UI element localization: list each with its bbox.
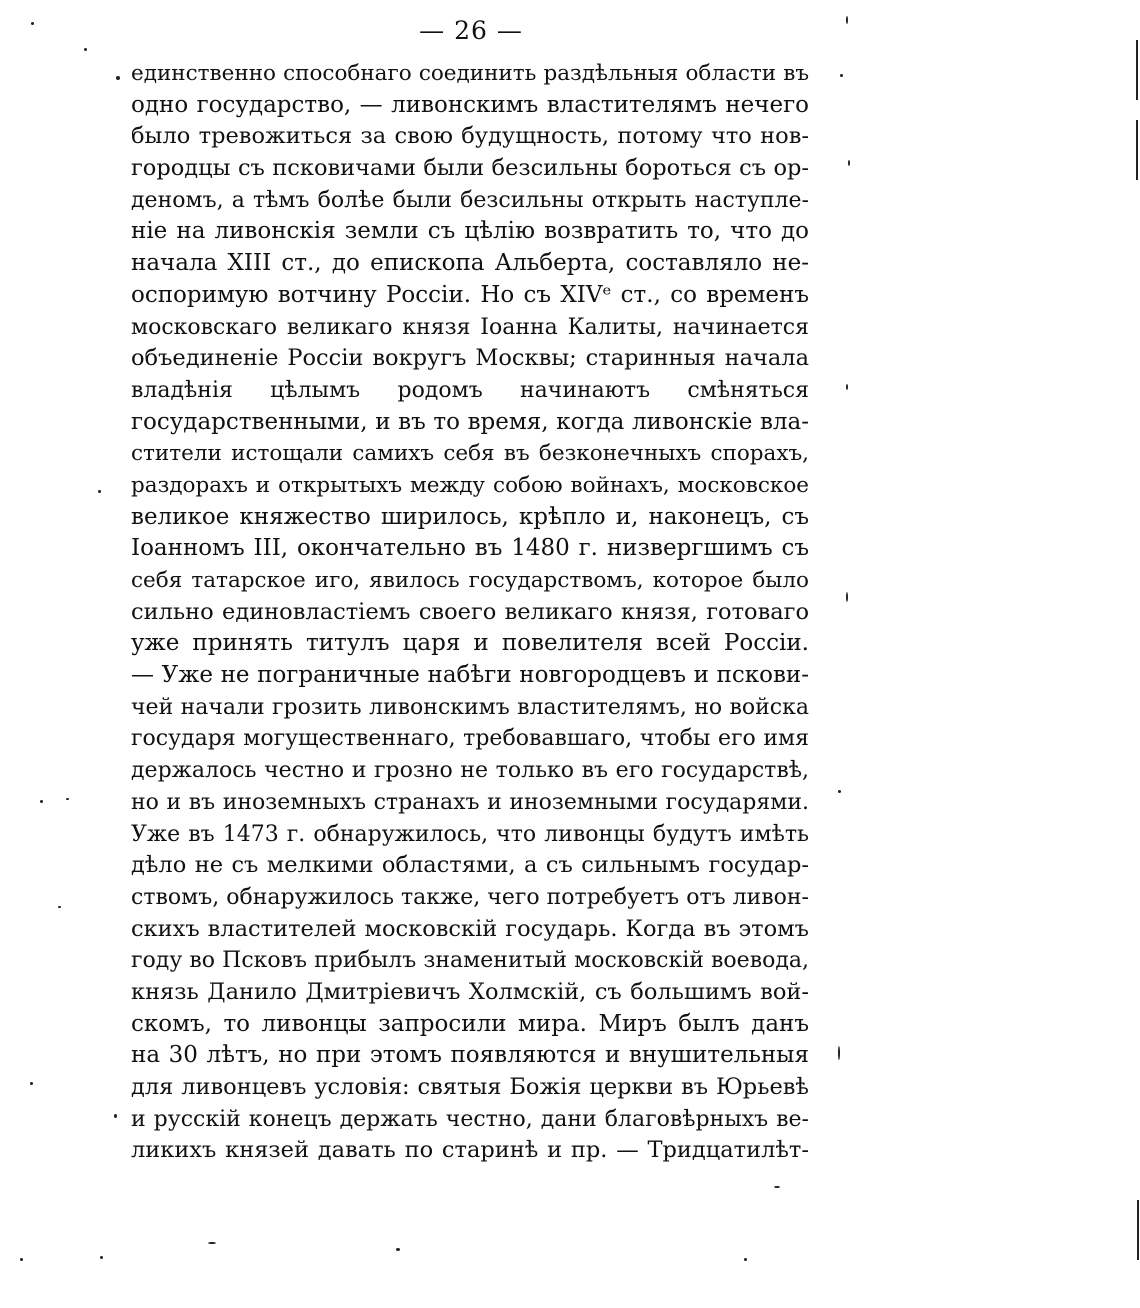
text-line: и русскій конецъ держать честно, дани благовѣрныхъ ве- <box>131 1106 809 1132</box>
scan-speck <box>838 1046 840 1060</box>
text-line: скихъ властителей московскій государь. Когда въ этомъ <box>131 915 809 942</box>
text-line: раздорахъ и открытыхъ между собою войнахъ, московское <box>131 472 809 498</box>
scan-speck <box>31 22 34 25</box>
text-line: одно государство, — ливонскимъ властителямъ нечего <box>131 91 809 118</box>
text-line: дѣло не съ мелкими областями, а съ сильнымъ государ- <box>131 852 809 879</box>
text-line: Уже въ 1473 г. обнаружилось, что ливонцы будутъ имѣть <box>131 821 809 847</box>
text-line: единственно способнаго соединить раздѣльныя области въ <box>131 61 809 86</box>
scan-speck <box>846 384 848 390</box>
scan-speck <box>848 160 850 166</box>
text-line: владѣнія цѣлымъ родомъ начинаютъ смѣняться <box>131 377 809 403</box>
text-line: чей начали грозить ливонскимъ властителямъ, но войска <box>131 694 809 720</box>
text-line: но и въ иноземныхъ странахъ и иноземными государями. <box>131 789 809 815</box>
scan-speck <box>774 1186 780 1188</box>
text-line: на 30 лѣтъ, но при этомъ появляются и внушительныя <box>131 1042 809 1069</box>
scan-speck <box>846 592 848 602</box>
text-line: сильно единовластіемъ своего великаго князя, готоваго <box>131 598 809 625</box>
scan-speck <box>98 490 101 493</box>
text-line: Іоанномъ III, окончательно въ 1480 г. низвергшимъ съ <box>131 535 809 562</box>
text-line: оспоримую вотчину Россіи. Но съ XIVᵉ ст., со временъ <box>131 281 809 308</box>
scan-speck <box>40 800 43 803</box>
text-line: скомъ, то ливонцы запросили мира. Миръ былъ данъ <box>131 1010 809 1037</box>
text-line: ніе на ливонскія земли съ цѣлію возвратить то, что до <box>131 218 809 245</box>
scan-speck <box>744 1258 747 1261</box>
scan-speck <box>58 906 61 908</box>
text-line: себя татарское иго, явилось государствомъ, которое было <box>131 568 809 593</box>
text-line: объединеніе Россіи вокругъ Москвы; старинныя начала <box>131 345 809 372</box>
scan-edge-mark <box>1136 120 1138 180</box>
text-line: князь Данило Дмитріевичъ Холмскій, съ большимъ вой- <box>131 978 809 1005</box>
scan-speck <box>20 1258 23 1261</box>
text-line: великое княжество ширилось, крѣпло и, наконецъ, съ <box>131 503 809 530</box>
scan-speck <box>116 76 120 80</box>
scan-speck <box>840 74 843 77</box>
scan-edge-mark <box>1136 40 1138 100</box>
text-line: уже принять титулъ царя и повелителя всей Россіи. <box>131 630 809 657</box>
text-line: городцы съ псковичами были безсильны бороться съ ор- <box>131 155 809 182</box>
text-line: стители истощали самихъ себя въ безконечныхъ спорахъ, <box>131 441 809 467</box>
text-line: московскаго великаго князя Іоанна Калиты, начинается <box>131 314 809 340</box>
text-line: начала XIII ст., до епископа Альберта, составляло не- <box>131 250 809 277</box>
text-line: для ливонцевъ условія: святыя Божія церкви въ Юрьевѣ <box>131 1074 809 1100</box>
text-line: году во Псковъ прибылъ знаменитый московскій воевода, <box>131 948 809 974</box>
text-line: было тревожиться за свою будущность, потому что нов- <box>131 123 809 150</box>
text-line: государственными, и въ то время, когда ливонскіе вла- <box>131 408 809 435</box>
text-line: держалось честно и грозно не только въ его государствѣ, <box>131 758 809 784</box>
scan-speck <box>66 798 69 800</box>
text-line: — Уже не пограничные набѣги новгородцевъ и пскови- <box>131 662 809 689</box>
page-number: — 26 — <box>419 16 523 45</box>
scan-speck <box>208 1242 216 1244</box>
scan-speck <box>838 790 841 793</box>
text-line: ликихъ князей давать по старинѣ и пр. — Тридцатилѣт- <box>131 1137 809 1164</box>
text-line: ствомъ, обнаружилось также, чего потребуетъ отъ ливон- <box>131 884 809 910</box>
text-line: государя могущественнаго, требовавшаго, чтобы его имя <box>131 726 809 752</box>
scan-edge-mark <box>1137 1200 1139 1260</box>
scan-speck <box>114 1114 117 1118</box>
scan-speck <box>30 1082 33 1085</box>
scan-speck <box>846 16 848 24</box>
body-text <box>131 58 809 1167</box>
scan-speck <box>84 48 87 51</box>
scan-speck <box>100 1256 103 1259</box>
text-line: деномъ, а тѣмъ болѣе были безсильны открыть наступле- <box>131 187 809 213</box>
scan-speck <box>396 1248 400 1251</box>
